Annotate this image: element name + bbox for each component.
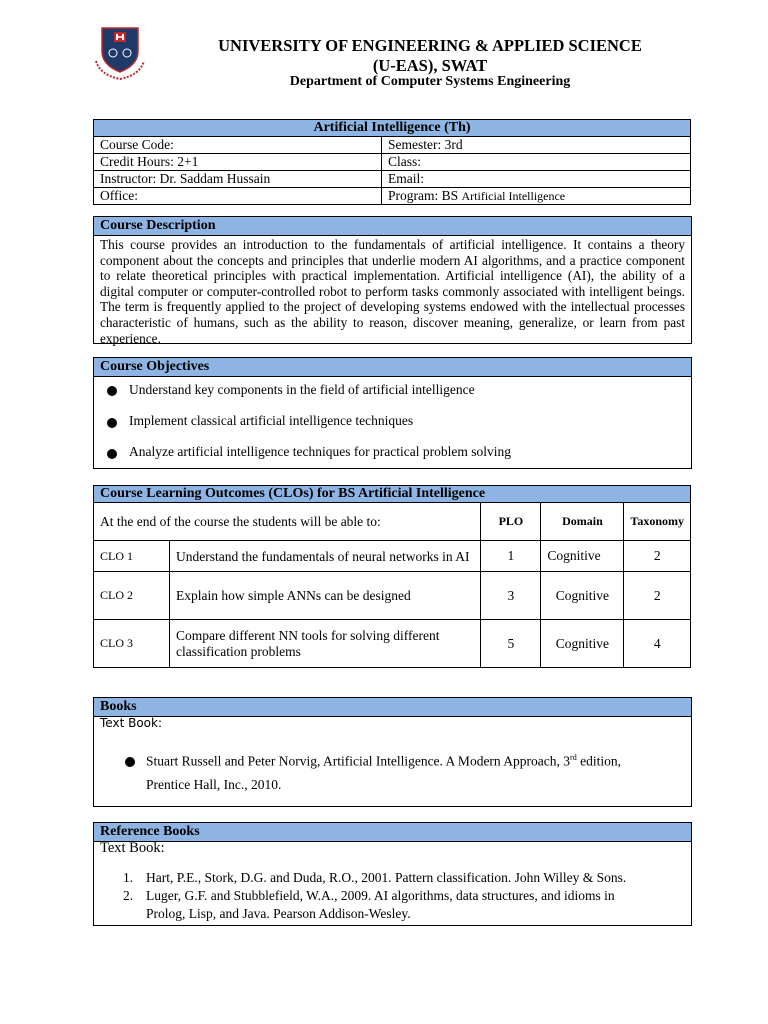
- reference-item: Hart, P.E., Stork, D.G. and Duda, R.O., 2001. Pattern classification. John Willey & Sons.: [146, 870, 627, 885]
- office: Office:: [94, 188, 382, 205]
- reference-item: Luger, G.F. and Stubblefield, W.A., 2009. AI algorithms, data structures, and idioms in: [146, 888, 615, 903]
- clo-id: CLO 1: [94, 541, 170, 572]
- reference-num: 2.: [123, 888, 134, 903]
- table-row: [94, 541, 691, 572]
- clo-taxonomy: 4: [624, 620, 691, 668]
- instructor: Instructor: Dr. Saddam Hussain: [94, 171, 382, 188]
- book-item-sup: rd: [570, 753, 577, 762]
- reference-books-section: [93, 822, 692, 926]
- plo-header: PLO: [481, 503, 541, 541]
- clo-heading: Course Learning Outcomes (CLOs) for BS Artificial Intelligence: [94, 486, 691, 503]
- clo-domain: Cognitive: [541, 541, 624, 572]
- clo-taxonomy: 2: [624, 572, 691, 620]
- clo-id: CLO 2: [94, 572, 170, 620]
- course-info-table: [93, 119, 691, 205]
- course-objectives-heading: Course Objectives: [94, 358, 691, 377]
- clo-plo: 5: [481, 620, 541, 668]
- reference-books-heading: Reference Books: [94, 823, 691, 842]
- objective-item: Implement classical artificial intelligence techniques: [129, 413, 414, 428]
- reference-item-cont: Prolog, Lisp, and Java. Pearson Addison-Wesley.: [146, 906, 411, 921]
- semester: Semester: 3rd: [382, 137, 691, 154]
- bullet-icon: [125, 757, 135, 767]
- university-logo: [94, 25, 146, 81]
- class: Class:: [382, 154, 691, 171]
- table-row: [94, 620, 691, 668]
- taxonomy-header: Taxonomy: [624, 503, 691, 541]
- department-name: Department of Computer Systems Engineering: [289, 74, 571, 89]
- course-code: Course Code:: [94, 137, 382, 154]
- email: Email:: [382, 171, 691, 188]
- bullet-icon: [107, 449, 117, 459]
- clo-domain: Cognitive: [541, 572, 624, 620]
- reference-num: 1.: [123, 870, 134, 885]
- university-abbrev: (U-EAS), SWAT: [372, 56, 488, 75]
- reference-books-subheading: Text Book:: [100, 840, 165, 856]
- clo-intro: At the end of the course the students will be able to:: [94, 503, 481, 541]
- clo-plo: 1: [481, 541, 541, 572]
- book-item-text: Stuart Russell and Peter Norvig, Artificial Intelligence. A Modern Approach, 3: [146, 753, 571, 769]
- domain-header: Domain: [541, 503, 624, 541]
- books-heading: Books: [94, 698, 691, 717]
- credit-hours: Credit Hours: 2+1: [94, 154, 382, 171]
- program-value: Artificial Intelligence: [461, 189, 566, 203]
- table-row: [94, 572, 691, 620]
- books-subheading: Text Book:: [100, 716, 162, 730]
- clo-domain: Cognitive: [541, 620, 624, 668]
- course-description-heading: Course Description: [94, 217, 691, 236]
- program: [382, 188, 691, 205]
- program-label: Program: BS: [388, 188, 459, 203]
- course-description-section: [93, 216, 692, 344]
- objective-item: Understand key components in the field of artificial intelligence: [129, 382, 475, 397]
- clo-plo: 3: [481, 572, 541, 620]
- book-item-post: edition,: [576, 753, 621, 769]
- course-objectives-section: [93, 357, 692, 469]
- book-item-line1: [146, 753, 621, 770]
- university-name: UNIVERSITY OF ENGINEERING & APPLIED SCIENCE: [218, 36, 642, 55]
- clo-id: CLO 3: [94, 620, 170, 668]
- bullet-icon: [107, 386, 117, 396]
- book-item-line2: Prentice Hall, Inc., 2010.: [146, 777, 282, 792]
- bullet-icon: [107, 418, 117, 428]
- clo-text: Explain how simple ANNs can be designed: [170, 572, 481, 620]
- clo-table: [93, 485, 691, 668]
- objective-item: Analyze artificial intelligence techniques for practical problem solving: [129, 444, 511, 459]
- clo-text: Understand the fundamentals of neural networks in AI: [170, 541, 481, 572]
- course-title: Artificial Intelligence (Th): [94, 120, 691, 137]
- books-section: [93, 697, 692, 807]
- clo-text: Compare different NN tools for solving different classification problems: [170, 620, 481, 668]
- course-description-text: This course provides an introduction to the fundamentals of artificial intelligence. It contains a theory component about the concepts and principles that underlie modern AI algorithms, and a practice component to relate theoretical principles with practical implementation. Artificial intelligence (AI), the ability of a digital computer or computer-controlled robot to perform tasks commonly associated with intelligent beings. The term is frequently applied to the project of developing systems endowed with the intellectual processes characteristic of humans, such as the ability to reason, discover meaning, generalize, or learn from past experience.: [100, 237, 685, 346]
- clo-taxonomy: 2: [624, 541, 691, 572]
